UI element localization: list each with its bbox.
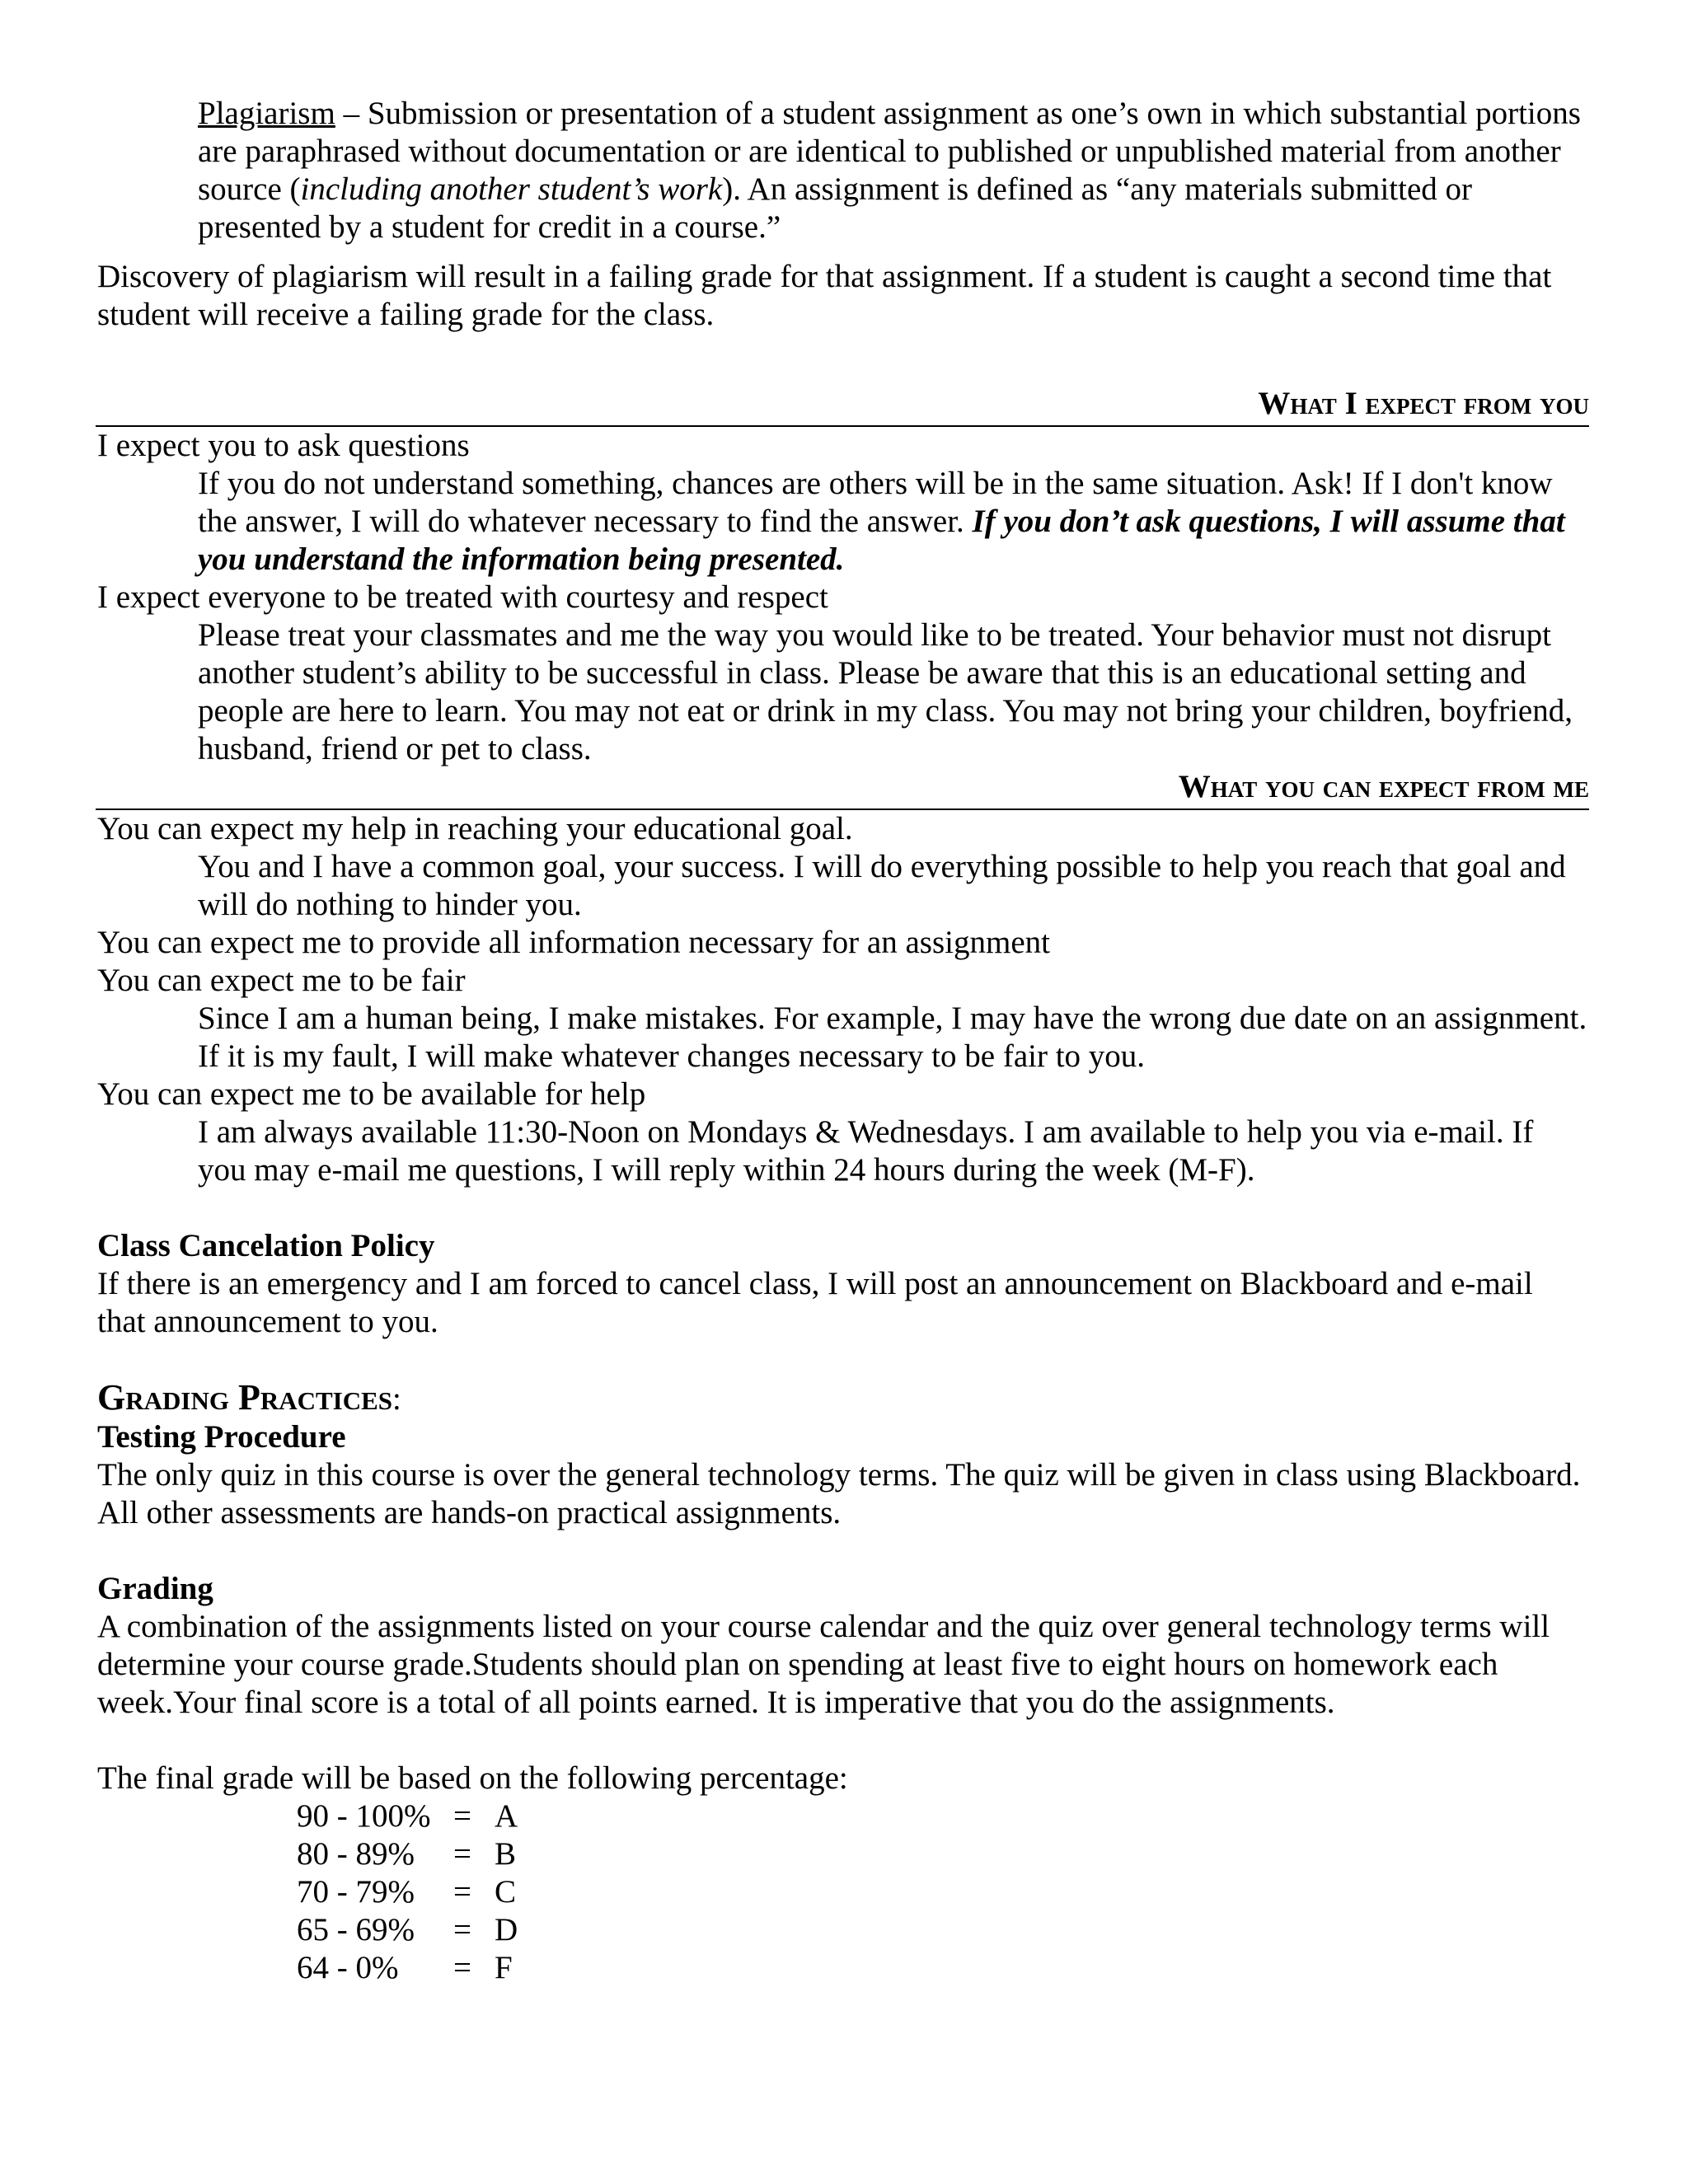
grade-letter: F — [495, 1950, 513, 1985]
grade-scale-row — [297, 1873, 1587, 1911]
grade-range: 90 - 100% — [297, 1798, 431, 1834]
document-page — [97, 95, 1587, 1987]
me-item-text-available: I am always available 11:30-Noon on Mondays & Wednesdays. I am available to help you via e-mail. If you may e-mail me questions, I will reply within 24 hours during the week (M-F). — [198, 1114, 1534, 1188]
grade-scale-row — [297, 1911, 1587, 1949]
grade-scale-intro: The final grade will be based on the following percentage: — [97, 1760, 848, 1796]
questions-emphasis: If you don’t ask questions, I will assume that you understand the information being presented. — [198, 504, 1565, 577]
plagiarism-term: Plagiarism — [198, 96, 335, 131]
me-item-title-help: You can expect my help in reaching your educational goal. — [97, 811, 853, 846]
grade-equals: = — [453, 1836, 471, 1872]
grading-practices-title — [97, 1379, 1587, 1418]
plagiarism-def-end: ). An assignment is defined as “any materials submitted or presented by a student for credit in a course.” — [198, 171, 1473, 245]
grading-title: Grading — [97, 1571, 213, 1606]
grade-equals: = — [453, 1912, 471, 1947]
grade-letter: B — [495, 1836, 517, 1872]
me-item-text-fair: Since I am a human being, I make mistakes. For example, I may have the wrong due date on an assignment. If it is my fault, I will make whatever changes necessary to be fair to you. — [198, 1001, 1587, 1074]
plagiarism-definition — [97, 95, 1587, 246]
testing-procedure-text: The only quiz in this course is over the general technology terms. The quiz will be given in class using Blackboard. All other assessments are hands-on practical assignments. — [97, 1457, 1581, 1530]
questions-text: If you do not understand something, chances are others will be in the same situation. Ask! If I don't know the answer, I will do whatever necessary to find the answer. — [198, 466, 1553, 539]
grade-scale — [97, 1797, 1587, 1987]
grade-range: 80 - 89% — [297, 1836, 415, 1872]
grading-practices-colon: : — [392, 1381, 401, 1417]
testing-procedure-title: Testing Procedure — [97, 1419, 346, 1455]
grade-range: 70 - 79% — [297, 1874, 415, 1910]
me-item-title-info: You can expect me to provide all information necessary for an assignment — [97, 925, 1050, 960]
grade-letter: D — [495, 1912, 518, 1947]
expect-item-title-questions: I expect you to ask questions — [97, 428, 470, 463]
grade-scale-row — [297, 1835, 1587, 1873]
grade-scale-row — [297, 1797, 1587, 1835]
grade-equals: = — [453, 1874, 471, 1910]
grading-text: A combination of the assignments listed on your course calendar and the quiz over general technology terms will determine your course grade.Students should plan on spending at least five to eight hours on homework each week.Your final score is a total of all points earned. It is imperative that you do the assignments. — [97, 1609, 1550, 1720]
expect-item-text-courtesy: Please treat your classmates and me the way you would like to be treated. Your behavior must not disrupt another student’s ability to be successful in class. Please be aware that this is an educational setting and people are here to learn. You may not eat or drink in my class. You may not bring your children, boyfriend, husband, friend or pet to class. — [198, 617, 1573, 766]
grade-scale-row — [297, 1949, 1587, 1987]
plagiarism-def-start: – Submission or presentation of a student assignment as one’s own in which substantial portions are paraphrased without documentation or are identical to published or unpublished material from another source ( — [198, 96, 1581, 207]
expect-item-title-courtesy: I expect everyone to be treated with courtesy and respect — [97, 579, 828, 615]
expect-from-me-heading: What you can expect from me — [96, 768, 1589, 810]
cancelation-title: Class Cancelation Policy — [97, 1228, 435, 1263]
expect-from-you-heading: What I expect from you — [96, 385, 1589, 427]
me-item-text-help: You and I have a common goal, your success. I will do everything possible to help you reach that goal and will do nothing to hinder you. — [198, 849, 1566, 922]
grade-range: 65 - 69% — [297, 1912, 415, 1947]
plagiarism-consequence: Discovery of plagiarism will result in a failing grade for that assignment. If a student is caught a second time that student will receive a failing grade for the class. — [97, 259, 1552, 332]
plagiarism-def-italic: including another student’s work — [300, 171, 723, 207]
grade-range: 64 - 0% — [297, 1950, 399, 1985]
grade-equals: = — [453, 1798, 471, 1834]
grading-practices-heading: Grading Practices — [97, 1377, 393, 1418]
grade-equals: = — [453, 1950, 471, 1985]
me-item-title-available: You can expect me to be available for help — [97, 1076, 646, 1112]
expect-item-text-questions — [97, 465, 1587, 579]
me-item-title-fair: You can expect me to be fair — [97, 963, 466, 998]
grade-letter: A — [495, 1798, 518, 1834]
grade-letter: C — [495, 1874, 517, 1910]
cancelation-text: If there is an emergency and I am forced to cancel class, I will post an announcement on Blackboard and e-mail that announcement to you. — [97, 1266, 1533, 1339]
